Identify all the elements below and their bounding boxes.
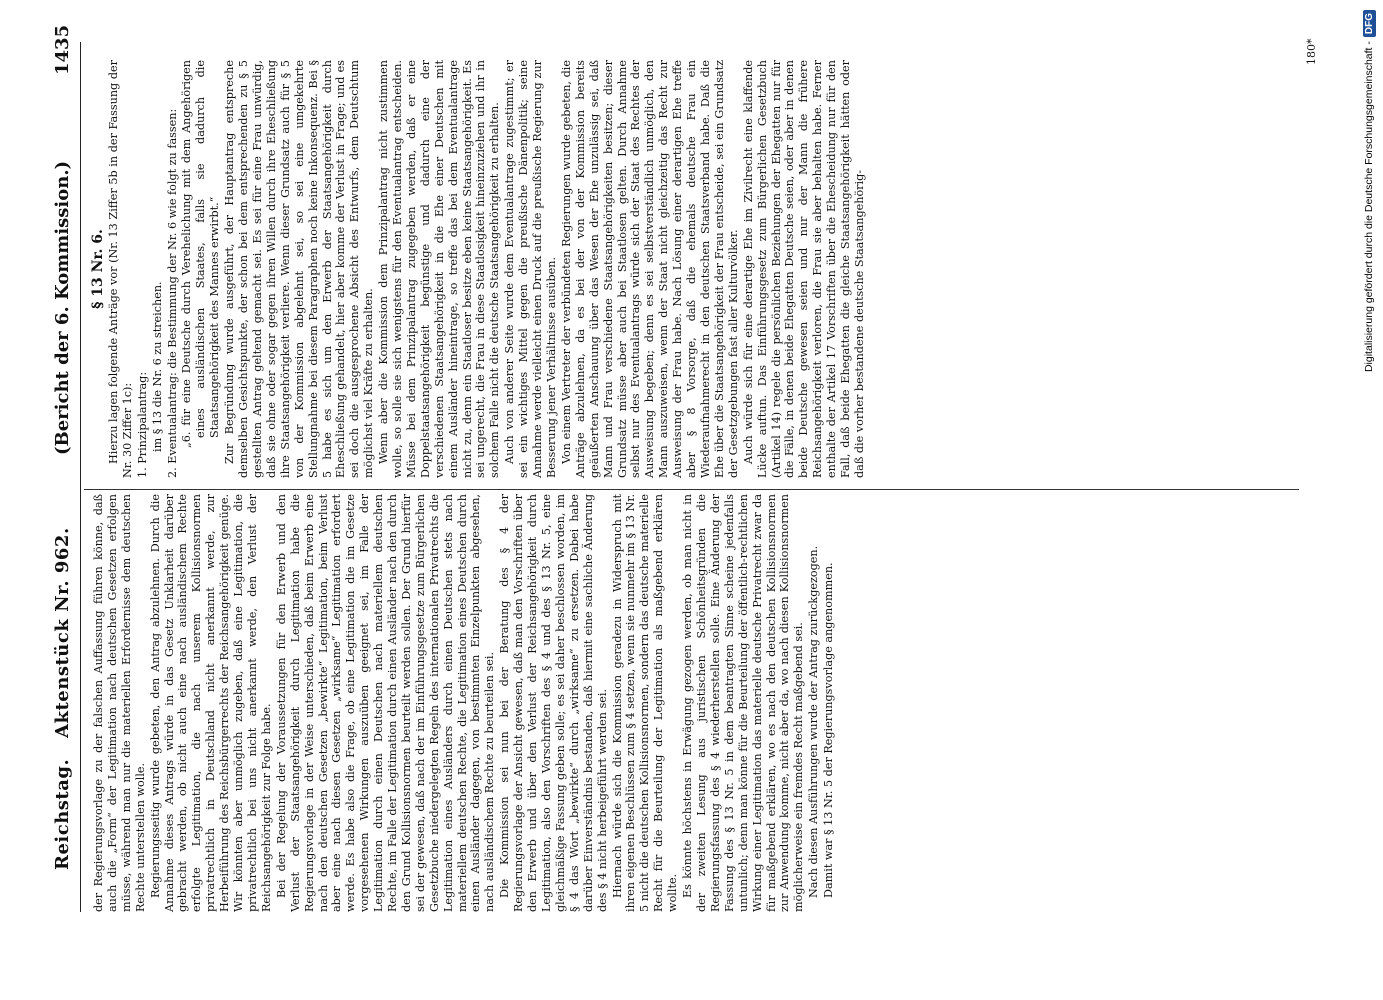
- paragraph: Wenn aber die Kommission dem Prinzipalantrag nicht zustimmen wolle, so solle sie sich wenigstens für den Eventualantrag entscheiden. Müsse bei dem Prinzipalantrag zugegeben werden, daß er eine Doppelstaatsangehörigkeit begünstige und dadurch eine der verschiedenen Staatsangehörigkeit in die Ehe einer Deutschen mit einem Ausländer hineintrage, so treffe das bei dem Eventualantrage nicht zu, denn ein Staatloser besitze eben keine Staatsangehörigkeit. Es sei ungerecht, die Frau in diese Staatlosigkeit hineinzuziehen und ihr in solchem Falle nicht die deutsche Staatsangehörigkeit zu erhalten.: [377, 60, 502, 478]
- motion-1-text: im § 13 die Nr. 6 zu streichen.: [150, 281, 164, 452]
- paragraph-intro: Hierzu lagen folgende Anträge vor (Nr. 13 Ziffer 5b in der Fassung der Nr. 30 Ziffer 1c):: [106, 60, 134, 478]
- dfg-logo: DFG: [1363, 10, 1376, 37]
- paragraph: Regierungsseitig wurde gebeten, den Antrag abzulehnen. Durch die Annahme dieses Antrags würde in das Gesetz Unklarheit darüber gebracht werden, ob nicht auch eine nach ausländischem Rechte erfolgte Legitimation, die nach unserem Kollisionsnormen privatrechtlich in Deutschland nicht anerkannt werde, zur Herbeiführung des Reichsbürgerrechts der Reichsangehörigkeit genüge. Wir könnten aber unmöglich zugeben, daß eine Legitimation, die privatrechtlich bei uns nicht anerkannt werde, den Verlust der Reichsangehörigkeit zur Folge habe.: [148, 494, 273, 912]
- digitization-credit: [1358, 10, 1380, 1000]
- page-marker: 180*: [1305, 38, 1318, 65]
- section-title: § 13 Nr. 6.: [90, 229, 106, 309]
- paragraph: Es könnte höchstens in Erwägung gezogen werden, ob man nicht in der zweiten Lesung aus juristischen Schönheitsgründen die Regierungsfassung des § 4 wiederherstellen solle. Eine Änderung der Fassung des § 13 Nr. 5 in dem beantragten Sinne scheine jedenfalls untunlich; denn man könne für die Beurteilung der öffentlich-rechtlichen Wirkung einer Legitimation das materielle deutsche Privatrecht zwar da für maßgebend erklären, wo es nach den deutschen Kollisionsnormen zur Anwendung komme, nicht aber da, wo nach diesen Kollisionsnormen möglicherweise ein fremdes Recht maßgebend sei.: [681, 494, 806, 912]
- header-reichstag: Reichstag.: [52, 758, 73, 870]
- paragraph: Bei der Regelung der Voraussetzungen für den Erwerb und den Verlust der Staatsangehörigkeit durch Legitimation habe die Regierungsvorlage in der Weise unterschieden, daß beim Erwerb eine nach den deutschen Gesetzen „bewirkte“ Legitimation, beim Verlust aber eine nach diesen Gesetzen „wirksame“ Legitimation erfordert werde. Es habe also die Frage, ob eine Legitimation die im Gesetze vorgesehenen Wirkungen auszuüben geeignet sei, im Falle der Legitimation durch einen Deutschen nach materiellem deutschen Rechte, im Falle der Legitimation durch einen Ausländer nach den durch den Grund Kollisionsnormen beurteilt werden sollen. Der Grund hierfür sei der gewesen, daß nach der im Einführungsgesetze zum Bürgerlichen Gesetzbuche niedergelegten Regeln des internationalen Privatrechts die Legitimation eines Ausländers durch einen Deutschen stets nach materiellem deutschen Rechte, die Legitimation eines Deutschen durch einen Ausländer dagegen, von bestimmten Einzelpunkten abgesehen, nach ausländischem Rechte zu beurteilen sei.: [274, 494, 497, 912]
- page-number: 1435: [52, 24, 73, 75]
- digitization-text: Digitalisierung gefördert durch die Deutsche Forschungsgemeinschaft -: [1363, 41, 1375, 373]
- running-header-left: [52, 513, 73, 870]
- header-rule: [80, 42, 81, 912]
- paragraph: Zur Begründung wurde ausgeführt, der Hauptantrag entspreche demselben Gesichtspunkte, der schon bei dem entsprechenden zu § 5 gestellten Antrag geltend gemacht sei. Es sei für eine Frau unwürdig, daß sie ohne oder sogar gegen ihren Willen durch ihre Eheschließung ihre Staatsangehörigkeit verliere. Wenn dieser Grundsatz auch für § 5 von der Kommission abgelehnt sei, so sei eine umgekehrte Stellungnahme bei diesem Paragraphen noch keine Inkonsequenz. Bei § 5 habe es sich um den Erwerb der Staatsangehörigkeit durch Eheschließung gehandelt, hier aber komme der Verlust in Frage; und es sei doch die ausgesprochene Absicht des Entwurfs, dem Deutschtum möglichst viel Kräfte zu erhalten.: [223, 60, 376, 478]
- motion-2-quote: „6. für eine Deutsche durch Verehelichung mit dem Angehörigen eines ausländischen Staates, falls sie dadurch die Staatsangehörigkeit des Mannes erwirbt.“: [180, 60, 222, 448]
- paragraph: Auch würde sich für eine derartige Ehe im Zivilrecht eine klaffende Lücke auftun. Das Einführungsgesetz zum Bürgerlichen Gesetzbuch (Artikel 14) regele die persönlichen Beziehungen der Ehegatten nur für die Fälle, in denen beide Ehegatten Deutsche seien, oder aber in denen beide Deutsche gewesen seien und nur der Mann die frühere Reichsangehörigkeit verloren, die Frau sie aber behalten habe. Ferner enthalte der Artikel 17 Vorschriften über die Ehescheidung nur für den Fall, daß beide Ehegatten die gleiche Staatsangehörigkeit hätten oder daß die vorher bestandene deutsche Staatsangehörig-: [741, 60, 866, 478]
- column-separator: [84, 489, 1299, 490]
- header-aktenstueck: Aktenstück Nr. 962.: [52, 527, 73, 738]
- paragraph: Hiernach würde sich die Kommission geradezu in Widerspruch mit ihren eigenen Beschlüssen zum § 4 setzen, wenn sie nunmehr im § 13 Nr. 5 nicht die deutschen Kollisionsnormen, sondern das deutsche materielle Recht für die Beurteilung der Legitimation als maßgebend erklären wollte.: [610, 494, 680, 912]
- paragraph: der Regierungsvorlage zu der falschen Auffassung führen könne, daß auch die „Form“ der Legitimation nach deutschen Gesetzen erfolgen müsse, während man nur die materiellen Erfordernisse dem deutschen Rechte unterstellen wolle.: [92, 494, 147, 912]
- paragraph: Die Kommission sei nun bei der Beratung des § 4 der Regierungsvorlage der Ansicht gewesen, daß man den Vorschriften über den Erwerb und über den Verlust der Reichsangehörigkeit durch Legitimation, also den Vorschriften des § 4 und des § 13 Nr. 5, eine gleichmäßige Fassung geben solle; es sei daher beschlossen worden, im § 4 das Wort „bewirkte“ durch „wirksame“ zu ersetzen. Dabei habe darüber Einverständnis bestanden, daß hiermit eine sachliche Änderung des § 4 nicht herbeigeführt werden sei.: [498, 494, 609, 912]
- motion-1-label: 1. Prinzipalantrag:: [135, 371, 149, 478]
- paragraph: Damit war § 13 Nr. 5 der Regierungsvorlage angenommen.: [822, 562, 836, 898]
- paragraph: Auch von anderer Seite wurde dem Eventualantrage zugestimmt; er sei ein wichtiges Mittel gegen die preußische Dänenpolitik; seine Annahme werde vielleicht einen Druck auf die preußische Regierung zur Besserung jener Verhältnisse ausüben.: [503, 60, 558, 478]
- paragraph: Von einem Vertreter der verbündeten Regierungen wurde gebeten, die Anträge abzulehnen, da es bei der von der Kommission bereits geäußerten Anschauung über das Wesen der Ehe unzulässig sei, daß Mann und Frau verschiedene Staatsangehörigkeiten besitzen; dieser Grundsatz müsse aber auch bei Staatlosen gelten. Durch Annahme selbst nur des Eventualantrags würde sich der Staat des Rechtes der Ausweisung begeben; denn es sei selbstverständlich unmöglich, den Mann auszuweisen, wenn der Staat nicht gleichzeitig das Recht zur Ausweisung der Frau habe. Nach Lösung einer derartigen Ehe treffe aber § 8 Vorsorge, daß die ehemals deutsche Frau ein Wiederaufnahmerecht in den deutschen Staatsverband habe. Daß die Ehe über die Staatsangehörigkeit der Frau entscheide, sei ein Grundsatz der Gesetzgebungen fast aller Kulturvölker.: [559, 60, 740, 478]
- running-header-center: (Bericht der 6. Kommission.): [52, 160, 73, 455]
- paragraph: Nach diesen Ausführungen wurde der Antrag zurückgezogen.: [807, 545, 821, 898]
- left-column: [92, 494, 837, 912]
- motion-2-label: 2. Eventualantrag: die Bestimmung der Nr. 6 wie folgt zu fassen:: [165, 108, 179, 478]
- right-column: [92, 60, 868, 478]
